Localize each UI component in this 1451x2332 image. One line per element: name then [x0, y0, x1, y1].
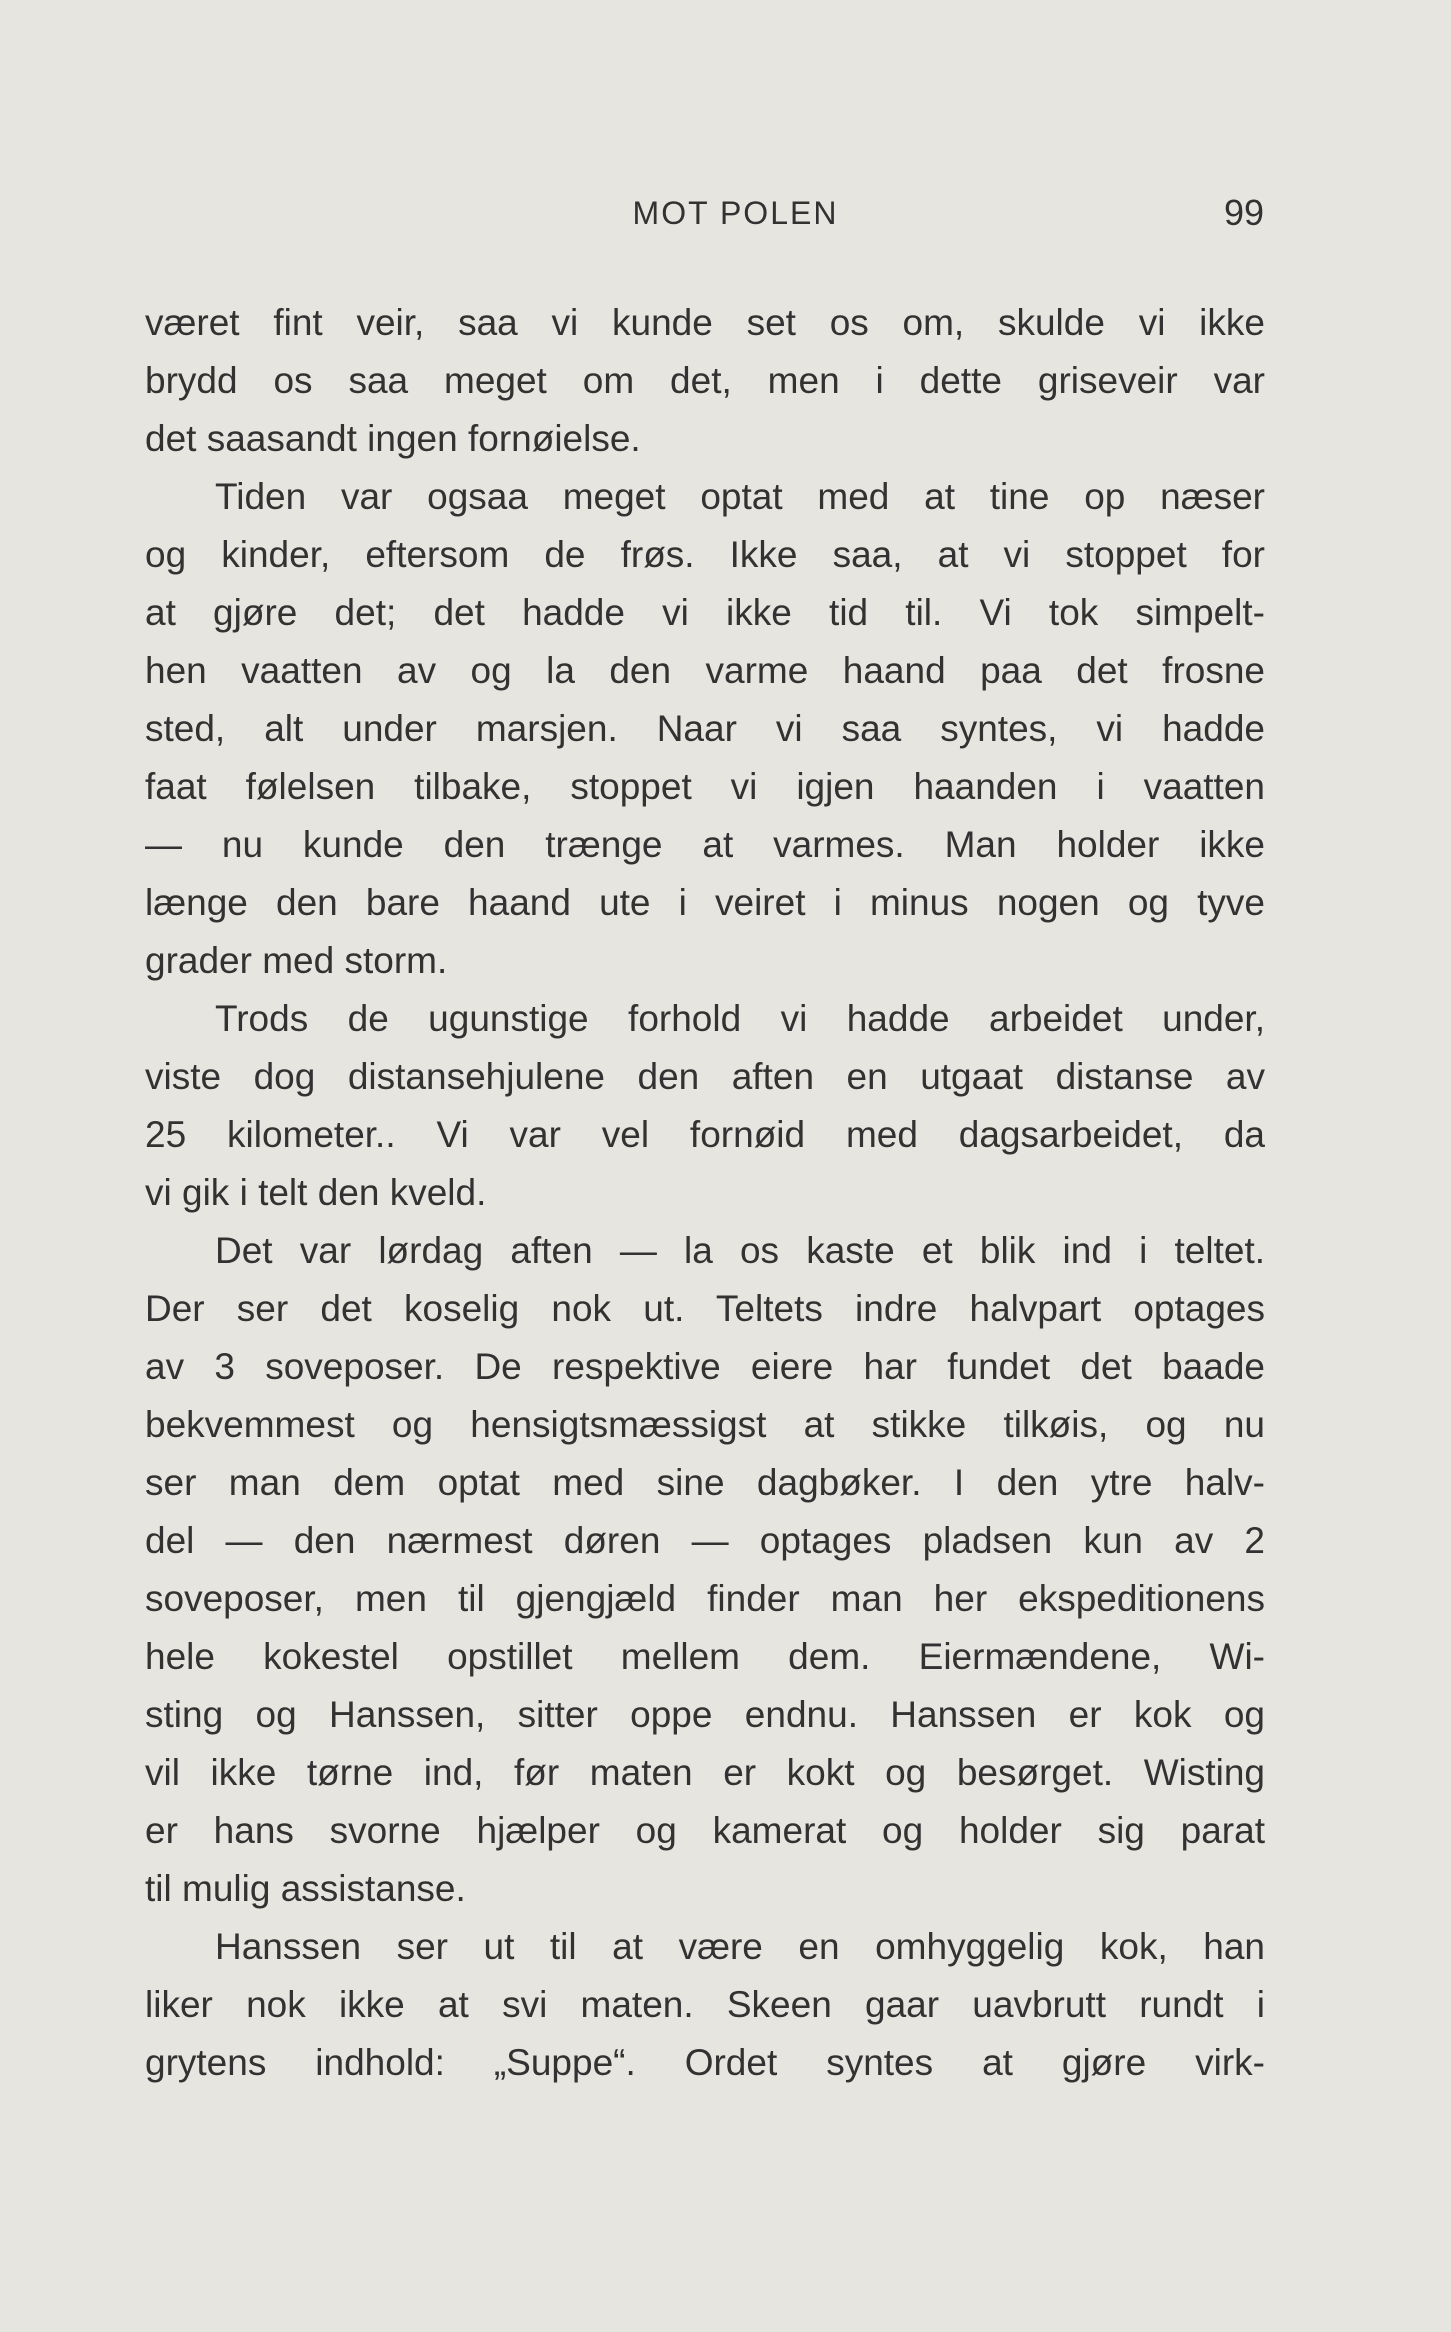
paragraph	[145, 294, 1265, 468]
text-line: til mulig assistanse.	[145, 1868, 466, 1909]
text-line: faat følelsen tilbake, stoppet vi igjen haanden i vaatten	[145, 766, 1265, 807]
text-line: Tiden var ogsaa meget optat med at tine op næser	[215, 476, 1265, 517]
text-line: vi gik i telt den kveld.	[145, 1172, 487, 1213]
text-line: av 3 soveposer. De respektive eiere har fundet det baade	[145, 1346, 1265, 1387]
text-line: det saasandt ingen fornøielse.	[145, 418, 641, 459]
text-line: længe den bare haand ute i veiret i minus nogen og tyve	[145, 882, 1265, 923]
text-line: Hanssen ser ut til at være en omhyggelig kok, han	[215, 1926, 1265, 1967]
text-line: liker nok ikke at svi maten. Skeen gaar uavbrutt rundt i	[145, 1984, 1265, 2025]
text-line: grytens indhold: „Suppe“. Ordet syntes at gjøre virk-	[145, 2042, 1265, 2083]
text-line: været fint veir, saa vi kunde set os om, skulde vi ikke	[145, 302, 1265, 343]
text-line: — nu kunde den trænge at varmes. Man holder ikke	[145, 824, 1265, 865]
paragraph	[145, 468, 1265, 990]
text-line: sted, alt under marsjen. Naar vi saa syntes, vi hadde	[145, 708, 1265, 749]
text-line: bekvemmest og hensigtsmæssigst at stikke tilkøis, og nu	[145, 1404, 1265, 1445]
text-line: viste dog distansehjulene den aften en utgaat distanse av	[145, 1056, 1265, 1097]
paragraph	[145, 990, 1265, 1222]
text-line: Trods de ugunstige forhold vi hadde arbeidet under,	[215, 998, 1265, 1039]
text-line: hen vaatten av og la den varme haand paa det frosne	[145, 650, 1265, 691]
text-line: hele kokestel opstillet mellem dem. Eiermændene, Wi-	[145, 1636, 1265, 1677]
text-line: er hans svorne hjælper og kamerat og holder sig parat	[145, 1810, 1265, 1851]
paragraph	[145, 1222, 1265, 1918]
running-head	[0, 188, 1451, 238]
paragraph	[145, 1918, 1265, 2092]
text-line: 25 kilometer.. Vi var vel fornøid med dagsarbeidet, da	[145, 1114, 1265, 1155]
text-line: soveposer, men til gjengjæld finder man her ekspeditionens	[145, 1578, 1265, 1619]
text-line: Det var lørdag aften — la os kaste et blik ind i teltet.	[215, 1230, 1265, 1271]
text-line: Der ser det koselig nok ut. Teltets indre halvpart optages	[145, 1288, 1265, 1329]
text-line: og kinder, eftersom de frøs. Ikke saa, at vi stoppet for	[145, 534, 1265, 575]
text-line: sting og Hanssen, sitter oppe endnu. Hanssen er kok og	[145, 1694, 1265, 1735]
text-line: del — den nærmest døren — optages pladsen kun av 2	[145, 1520, 1265, 1561]
text-line: vil ikke tørne ind, før maten er kokt og besørget. Wisting	[145, 1752, 1265, 1793]
body-text	[145, 294, 1265, 2092]
text-line: ser man dem optat med sine dagbøker. I den ytre halv-	[145, 1462, 1265, 1503]
text-line: brydd os saa meget om det, men i dette griseveir var	[145, 360, 1265, 401]
text-line: grader med storm.	[145, 940, 448, 981]
page-number: 99	[1223, 192, 1264, 233]
text-line: at gjøre det; det hadde vi ikke tid til. Vi tok simpelt-	[145, 592, 1265, 633]
running-title: MOT POLEN	[632, 195, 839, 231]
